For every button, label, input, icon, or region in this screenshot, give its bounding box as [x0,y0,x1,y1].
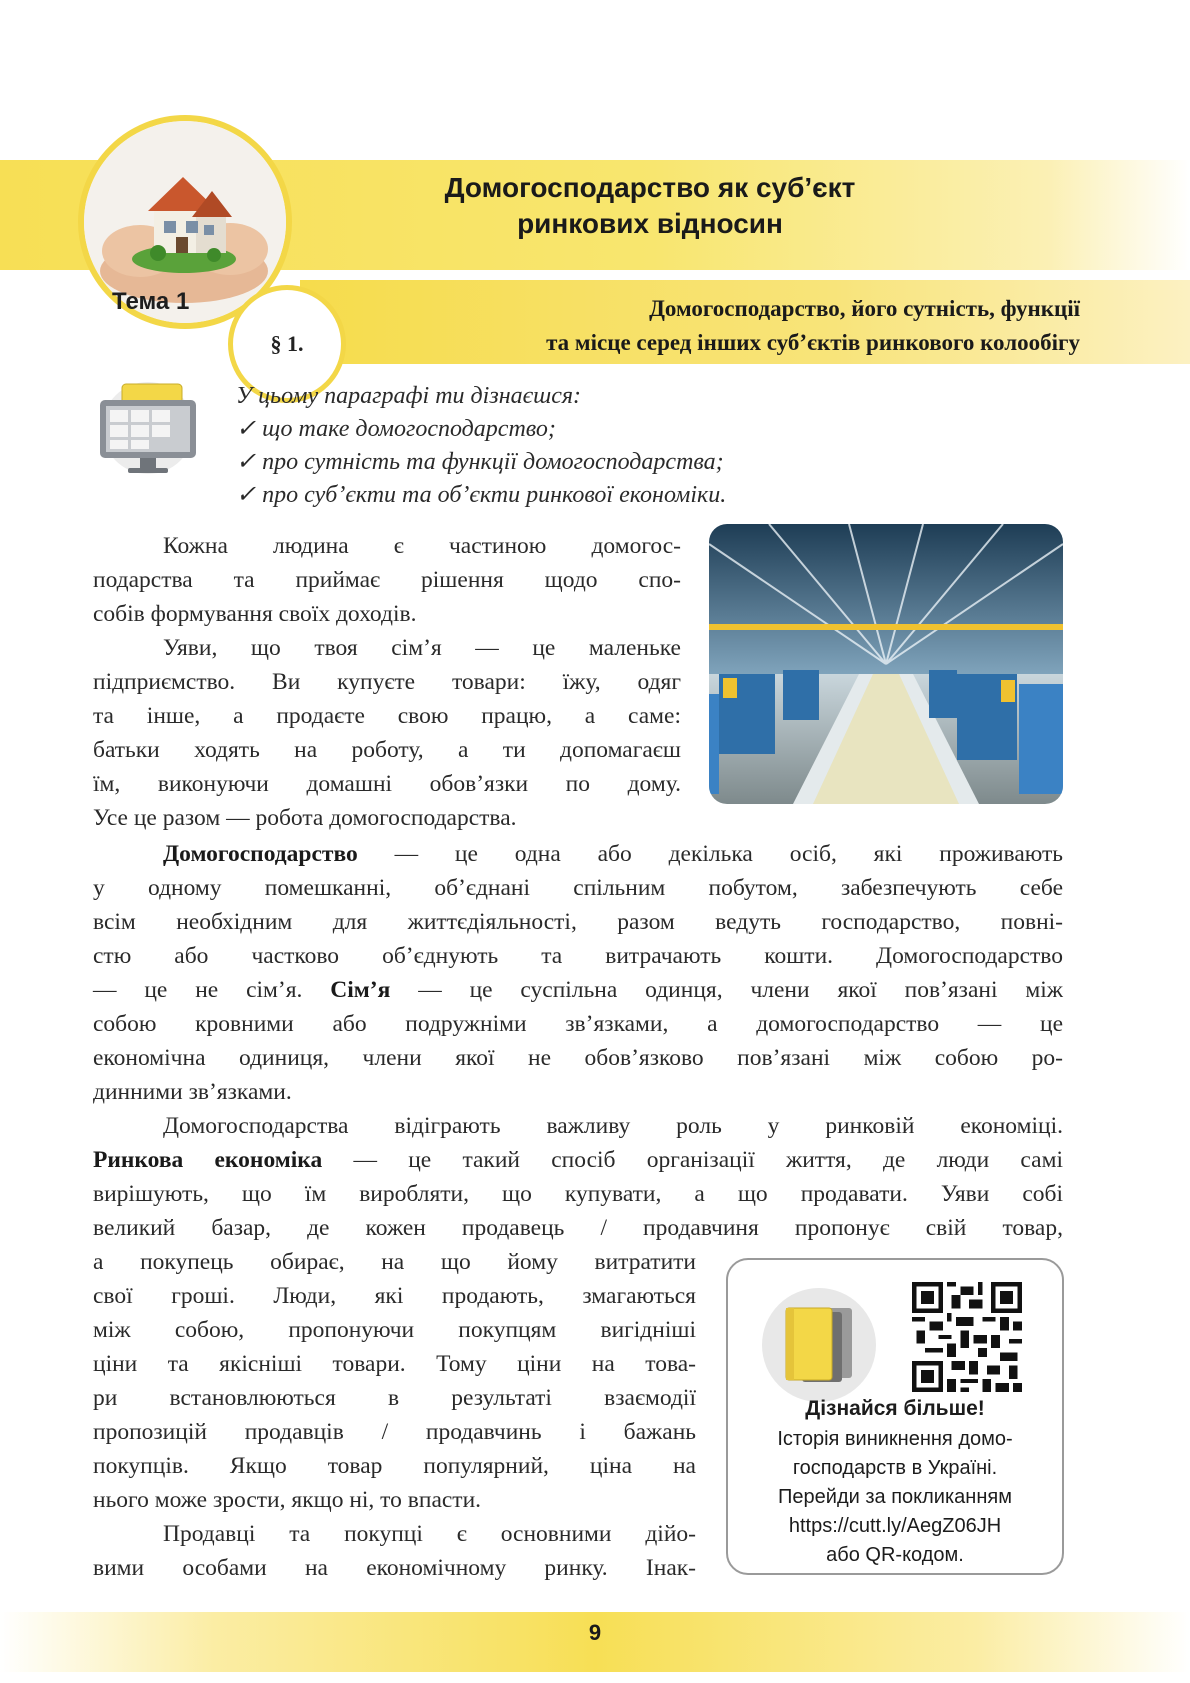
text-line: свої гроші. Люди, які продають, змагаються [93,1283,696,1309]
learn-more-text [728,1425,1062,1570]
text-line: економічна одиниця, члени якої не обов’язково пов’язані між собою ро- [93,1045,1063,1071]
text-line: великий базар, де кожен продавець / продавчиня пропонує свій товар, [93,1215,1063,1241]
text-line: ціни та якісніші товари. Тому ціни на това- [93,1351,696,1377]
term-market-economy: Ринкова економіка [93,1147,323,1173]
text-line: вирішують, що їм виробляти, що купувати, а що продавати. Уяви собі [93,1181,1063,1207]
learn-more-line: Історія виникнення домо- [777,1428,1013,1450]
text-line: Усе це разом — робота домогосподарства. [93,805,517,831]
text-line: а покупець обирає, на що йому витратити [93,1249,696,1275]
text-line: у одному помешканні, об’єднані спільним побутом, забезпечують себе [93,875,1063,901]
text-line: батьки ходять на роботу, а ти допомагаєш [93,737,681,763]
topic-title-line: ринкових відносин [517,208,783,239]
text-line [93,974,1063,1006]
text-span: — це суспільна одинця, члени якої пов’язані між [390,977,1063,1003]
text-line: та інше, а продаєте свою працю, а саме: [93,703,681,729]
objective-item: ✓ про сутність та функції домогосподарства; [236,449,724,475]
topic-title-line: Домогосподарство як суб’єкт [444,172,856,203]
text-span: — це такий спосіб організації життя, де люди самі [322,1147,1063,1173]
text-line: вими особами на економічному ринку. Інак- [93,1555,696,1581]
section-number: § 1. [270,331,304,356]
section-title-line: та місце серед інших суб’єктів ринкового колообігу [546,330,1080,355]
term-family: Сім’я [330,977,391,1003]
text-line: собів формування своїх доходів. [93,601,417,627]
factory-photo [709,524,1063,804]
section-title [340,292,1080,360]
book-icon [762,1288,876,1402]
text-line: нього може зрости, якщо ні, то впасти. [93,1487,482,1513]
text-span: — це одна або декілька осіб, які проживають [357,841,1063,867]
text-line: Кожна людина є частиною домогос- [163,533,681,559]
text-line: всім необхідним для життєдіяльності, разом ведуть господарство, повні- [93,909,1063,935]
topic-label: Тема 1 [112,288,190,315]
text-line: подарства та приймає рішення щодо спо- [93,567,681,593]
objective-item: ✓ що таке домогосподарство; [236,416,556,442]
learn-more-link[interactable]: https://cutt.ly/AegZ06JH [788,1515,1002,1537]
objectives-intro: У цьому параграфі ти дізнаєшся: [236,383,581,409]
computer-folder-icon [92,378,204,478]
text-line: покупців. Якщо товар популярний, ціна на [93,1453,696,1479]
learn-more-line: господарств в Україні. [792,1457,998,1479]
text-line: підприємство. Ви купуєте товари: їжу, одяг [93,669,681,695]
text-line: Уяви, що твоя сім’я — це маленьке [163,635,681,661]
text-line: ри встановлюються в результаті взаємодії [93,1385,696,1411]
section-title-line: Домогосподарство, його сутність, функції [649,296,1080,321]
topic-title [380,170,920,242]
objective-item: ✓ про суб’єкти та об’єкти ринкової економіки. [236,482,727,508]
qr-code[interactable] [912,1282,1022,1392]
text-line: їм, виконуючи домашні обов’язки по дому. [93,771,681,797]
page-number: 9 [588,1620,602,1645]
text-line: пропозицій продавців / продавчинь і бажань [93,1419,696,1445]
learn-more-line: Перейди за покликанням [778,1486,1012,1508]
text-span: — це не сім’я. [93,977,331,1003]
text-line: стю або частково об’єднують та витрачають кошти. Домогосподарство [93,943,1063,969]
learn-more-heading: Дізнайся більше! [805,1397,985,1420]
text-line [163,838,1063,870]
text-line: Домогосподарства відіграють важливу роль у ринковій економіці. [163,1113,1063,1139]
learn-more-line: або QR-кодом. [826,1544,964,1566]
term-household: Домогосподарство [163,841,358,867]
text-line: динними зв’язками. [93,1079,292,1105]
text-line: Продавці та покупці є основними дійо- [163,1521,696,1547]
text-line: між собою, пропонуючи покупцям вигідніші [93,1317,696,1343]
text-line: собою кровними або подружніми зв’язками, а домогосподарство — це [93,1011,1063,1037]
learning-objectives [236,380,726,512]
learn-more-box [726,1258,1064,1575]
text-line [93,1144,1063,1176]
